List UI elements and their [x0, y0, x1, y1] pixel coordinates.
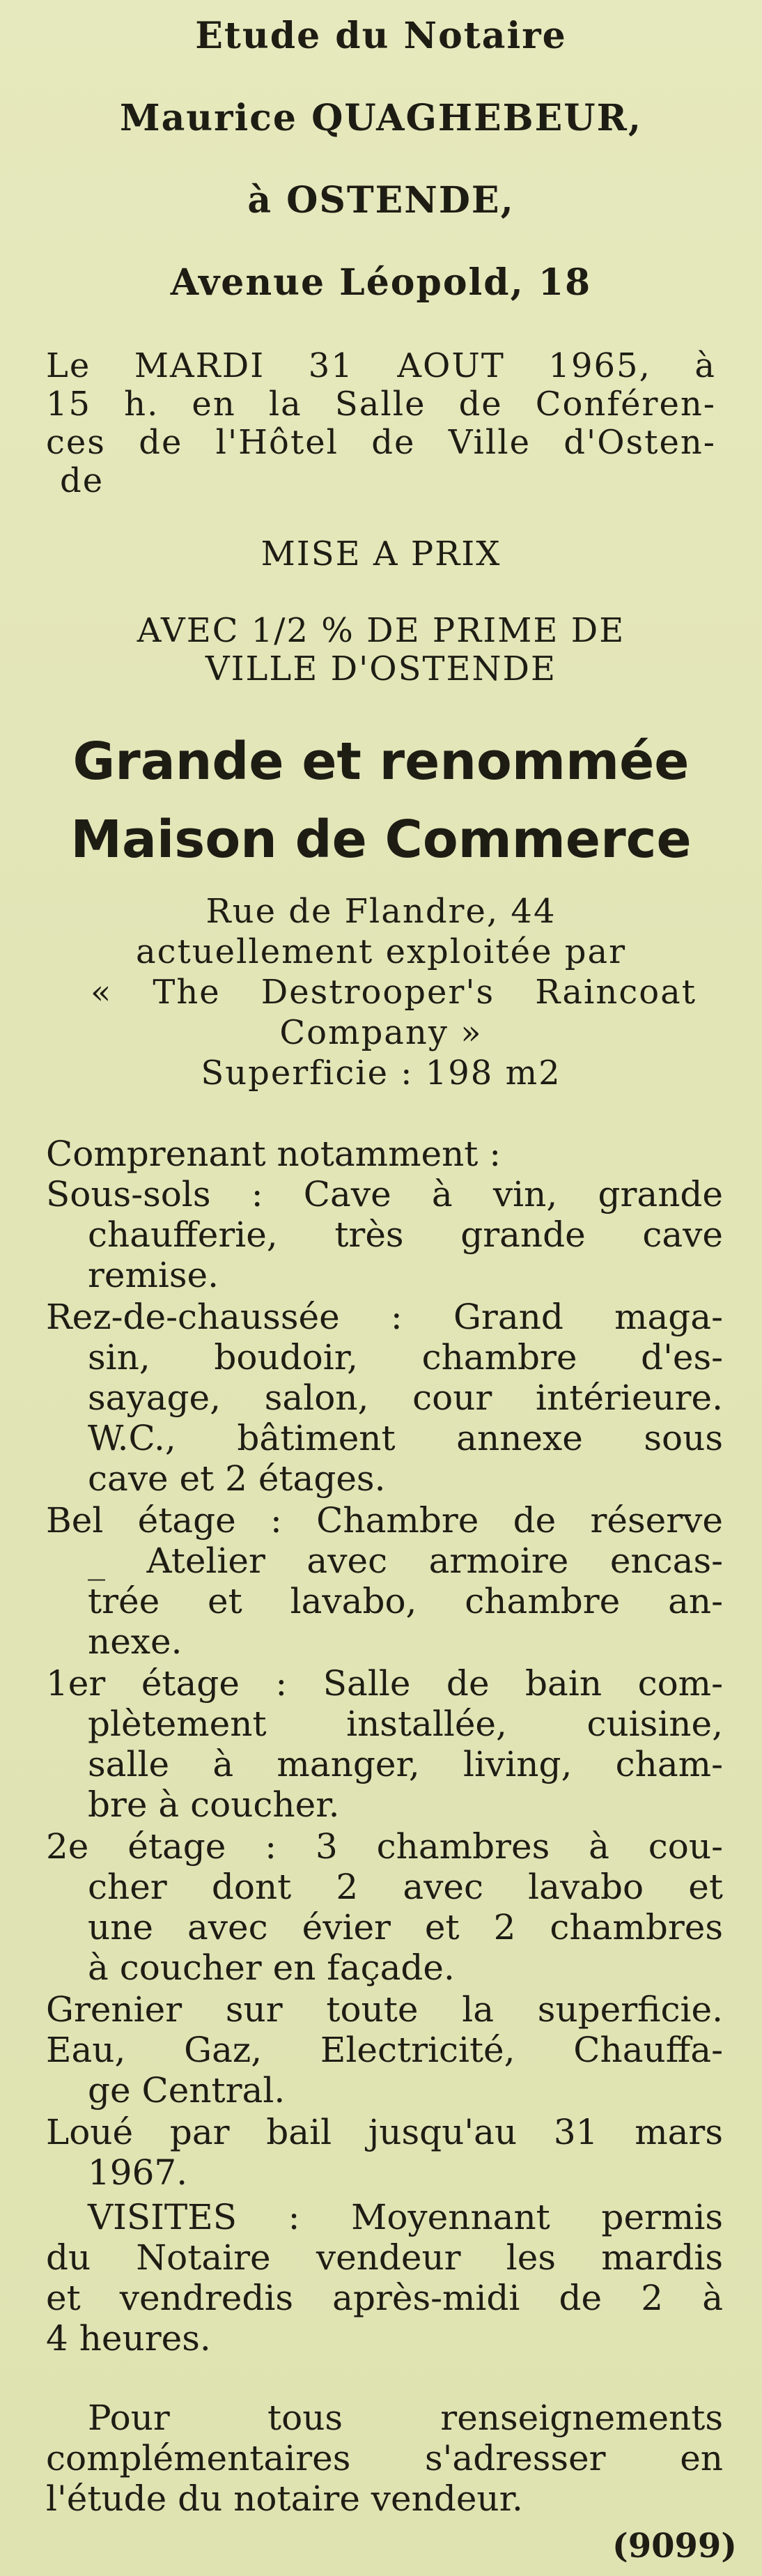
header-line: Maurice QUAGHEBEUR,: [120, 97, 642, 139]
body-line: 1er étage : Salle de bain com-: [46, 1663, 723, 1704]
body-line: sin, boudoir, chambre d'es-: [88, 1337, 723, 1378]
sale-line: ces de l'Hôtel de Ville d'Osten-: [46, 423, 716, 462]
body-line: 2e étage : 3 chambres à cou-: [46, 1826, 723, 1867]
body-line: une avec évier et 2 chambres: [88, 1907, 723, 1948]
body-line: complémentaires s'adresser en: [46, 2438, 723, 2478]
body-line: bre à coucher.: [88, 1784, 340, 1825]
address-line: Rue de Flandre, 44: [205, 892, 557, 931]
body-line: Comprenant notamment :: [46, 1134, 501, 1174]
body-line: Loué par bail jusqu'au 31 mars: [46, 2112, 723, 2152]
prime-line: AVEC 1/2 % DE PRIME DE: [137, 611, 625, 650]
address-line: actuellement exploitée par: [135, 932, 627, 971]
body-line: l'étude du notaire vendeur.: [46, 2478, 523, 2519]
body-line: W.C., bâtiment annexe sous: [88, 1418, 723, 1458]
body-line: Grenier sur toute la superficie.: [46, 1989, 723, 2030]
body-line: et vendredis après-midi de 2 à: [46, 2278, 723, 2318]
mise-a-prix: MISE A PRIX: [261, 534, 501, 573]
header-line: Etude du Notaire: [195, 15, 567, 57]
body-line: VISITES : Moyennant permis: [88, 2197, 723, 2237]
headline: Grande et renommée: [72, 732, 690, 792]
sale-line: 15 h. en la Salle de Conféren-: [46, 385, 716, 424]
prime-line: VILLE D'OSTENDE: [205, 649, 557, 688]
sale-line: de: [60, 461, 104, 500]
body-line: sayage, salon, cour intérieure.: [88, 1378, 723, 1418]
body-line: chaufferie, très grande cave: [88, 1214, 723, 1255]
header-line: Avenue Léopold, 18: [170, 261, 592, 304]
body-line: Pour tous renseignements: [88, 2398, 723, 2438]
address-line: Superficie : 198 m2: [201, 1054, 561, 1093]
body-line: trée et lavabo, chambre an-: [88, 1581, 723, 1621]
body-line: Eau, Gaz, Electricité, Chauffa-: [46, 2030, 723, 2070]
address-line: Company »: [279, 1013, 483, 1052]
body-line: cher dont 2 avec lavabo et: [88, 1867, 723, 1907]
body-line: à coucher en façade.: [88, 1948, 455, 1988]
body-line: salle à manger, living, cham-: [88, 1744, 723, 1784]
body-line: Rez-de-chaussée : Grand maga-: [46, 1297, 723, 1337]
headline: Maison de Commerce: [70, 810, 692, 870]
body-line: ge Central.: [88, 2070, 286, 2111]
body-line: Bel étage : Chambre de réserve: [46, 1500, 723, 1541]
body-line: 1967.: [88, 2152, 188, 2193]
body-line: plètement installée, cuisine,: [88, 1704, 723, 1744]
sale-line: Le MARDI 31 AOUT 1965, à: [46, 346, 716, 385]
body-line: remise.: [88, 1255, 219, 1295]
body-line: 4 heures.: [46, 2318, 211, 2359]
reference-number: (9099): [612, 2527, 737, 2566]
body-line: Sous-sols : Cave à vin, grande: [46, 1174, 723, 1214]
body-line: nexe.: [88, 1621, 182, 1662]
address-line: « The Destrooper's Raincoat: [91, 973, 697, 1012]
body-line: _ Atelier avec armoire encas-: [88, 1541, 723, 1581]
header-line: à OSTENDE,: [247, 179, 515, 222]
body-line: cave et 2 étages.: [88, 1458, 386, 1499]
body-line: du Notaire vendeur les mardis: [46, 2237, 723, 2278]
